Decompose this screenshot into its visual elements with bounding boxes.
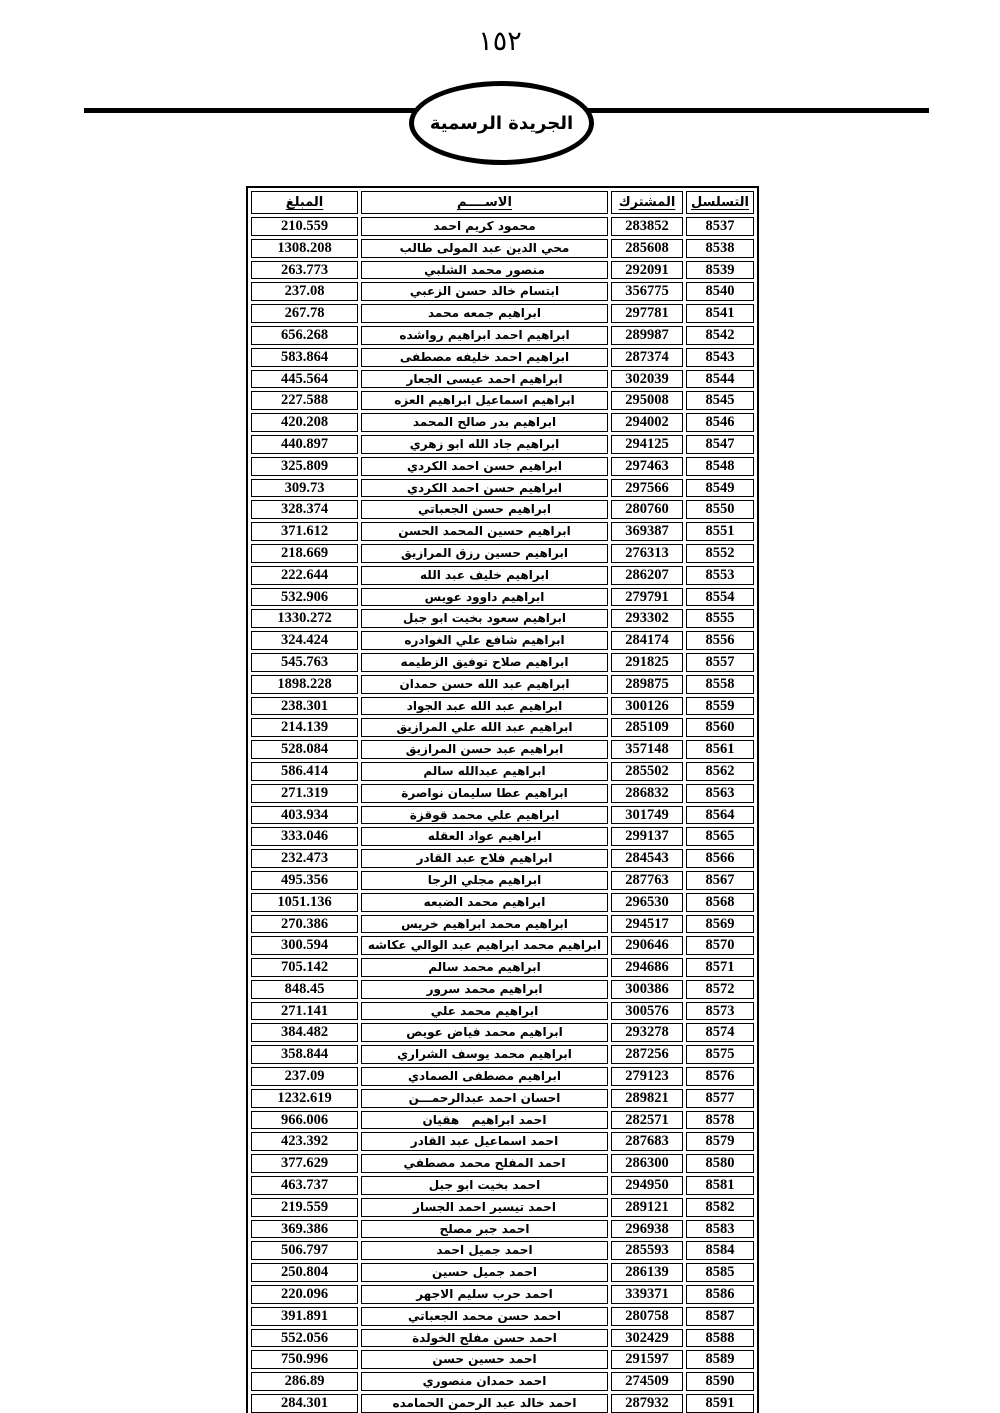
table-row (251, 1089, 754, 1108)
name-cell: احمد حرب سليم الاجهر (361, 1285, 608, 1304)
name-cell: احمد اسماعيل عبد القادر (361, 1132, 608, 1151)
serial-cell: 8540 (686, 282, 754, 301)
table-body (251, 217, 754, 1413)
name-cell: ابراهيم محمد فياض عويص (361, 1023, 608, 1042)
amount-cell: 705.142 (251, 958, 358, 977)
subscriber-cell: 289821 (611, 1089, 683, 1108)
gazette-title-oval (409, 81, 594, 165)
subscriber-cell: 301749 (611, 806, 683, 825)
amount-cell: 284.301 (251, 1394, 358, 1413)
subscriber-cell: 294002 (611, 413, 683, 432)
subscriber-cell: 287763 (611, 871, 683, 890)
serial-cell: 8553 (686, 566, 754, 585)
table-row (251, 740, 754, 759)
name-cell: ابراهيم داوود عويس (361, 588, 608, 607)
subscriber-cell: 297781 (611, 304, 683, 323)
amount-cell: 220.096 (251, 1285, 358, 1304)
serial-cell: 8556 (686, 631, 754, 650)
amount-cell: 238.301 (251, 697, 358, 716)
name-cell: ابراهيم مجلي الرجا (361, 871, 608, 890)
table-row (251, 261, 754, 280)
table-row (251, 1263, 754, 1282)
table-row (251, 936, 754, 955)
subscriber-cell: 300576 (611, 1002, 683, 1021)
amount-cell: 309.73 (251, 479, 358, 498)
subscriber-cell: 284543 (611, 849, 683, 868)
name-cell: ابراهيم علي محمد قوقزة (361, 806, 608, 825)
serial-cell: 8542 (686, 326, 754, 345)
serial-cell: 8550 (686, 500, 754, 519)
subscriber-cell: 282571 (611, 1111, 683, 1130)
serial-cell: 8559 (686, 697, 754, 716)
name-cell: احمد حسن محمد الجعباتي (361, 1307, 608, 1326)
amount-cell: 324.424 (251, 631, 358, 650)
table-row (251, 391, 754, 410)
amount-cell: 656.268 (251, 326, 358, 345)
name-cell: احمد حمدان منصوري (361, 1372, 608, 1391)
name-cell: ابراهيم محمد علي (361, 1002, 608, 1021)
name-cell: احمد جميل حسين (361, 1263, 608, 1282)
serial-cell: 8554 (686, 588, 754, 607)
subscriber-cell: 287932 (611, 1394, 683, 1413)
name-cell: ابراهيم جاد الله ابو زهري (361, 435, 608, 454)
name-cell: ابراهيم عبد حسن المرازيق (361, 740, 608, 759)
serial-cell: 8537 (686, 217, 754, 236)
table-row (251, 980, 754, 999)
name-cell: ابراهيم عبدالله سالم (361, 762, 608, 781)
amount-cell: 552.056 (251, 1329, 358, 1348)
name-cell: ابراهيم محمد يوسف الشراري (361, 1045, 608, 1064)
amount-cell: 440.897 (251, 435, 358, 454)
serial-cell: 8579 (686, 1132, 754, 1151)
name-cell: احمد جميل احمد (361, 1241, 608, 1260)
amount-cell: 271.141 (251, 1002, 358, 1021)
serial-cell: 8578 (686, 1111, 754, 1130)
amount-cell: 445.564 (251, 370, 358, 389)
serial-cell: 8580 (686, 1154, 754, 1173)
name-cell: احمد جبر مصلح (361, 1220, 608, 1239)
name-cell: ابراهيم عبد الله علي المرازيق (361, 718, 608, 737)
subscriber-cell: 280758 (611, 1307, 683, 1326)
subscriber-cell: 296530 (611, 893, 683, 912)
table-row (251, 500, 754, 519)
table-row (251, 871, 754, 890)
amount-cell: 227.588 (251, 391, 358, 410)
serial-cell: 8560 (686, 718, 754, 737)
subscriber-cell: 302039 (611, 370, 683, 389)
amount-cell: 1308.208 (251, 239, 358, 258)
amount-cell: 848.45 (251, 980, 358, 999)
subscriber-cell: 287374 (611, 348, 683, 367)
subscriber-cell: 285593 (611, 1241, 683, 1260)
serial-cell: 8589 (686, 1350, 754, 1369)
table-row (251, 784, 754, 803)
table-row (251, 849, 754, 868)
amount-cell: 237.09 (251, 1067, 358, 1086)
table-row (251, 588, 754, 607)
amount-cell: 463.737 (251, 1176, 358, 1195)
table-row (251, 631, 754, 650)
serial-cell: 8588 (686, 1329, 754, 1348)
serial-cell: 8538 (686, 239, 754, 258)
subscriber-cell: 293302 (611, 609, 683, 628)
table-row (251, 1241, 754, 1260)
subscriber-cell: 294686 (611, 958, 683, 977)
table-row (251, 457, 754, 476)
amount-cell: 222.644 (251, 566, 358, 585)
name-cell: ابراهيم حسن الجعباتي (361, 500, 608, 519)
name-cell: ابراهيم احمد خليفه مصطفى (361, 348, 608, 367)
gazette-title: الجريدة الرسمية (429, 112, 574, 134)
serial-cell: 8552 (686, 544, 754, 563)
amount-cell: 384.482 (251, 1023, 358, 1042)
subscriber-cell: 291597 (611, 1350, 683, 1369)
serial-cell: 8547 (686, 435, 754, 454)
subscriber-cell: 286207 (611, 566, 683, 585)
table-row (251, 1372, 754, 1391)
amount-cell: 300.594 (251, 936, 358, 955)
amount-cell: 267.78 (251, 304, 358, 323)
name-cell: ابراهيم جمعه محمد (361, 304, 608, 323)
amount-cell: 219.559 (251, 1198, 358, 1217)
subscriber-cell: 289875 (611, 675, 683, 694)
name-cell: ابراهيم خليف عبد الله (361, 566, 608, 585)
amount-cell: 237.08 (251, 282, 358, 301)
subscriber-cell: 294950 (611, 1176, 683, 1195)
name-cell: ابراهيم احمد عيسى الجعار (361, 370, 608, 389)
name-cell: ابراهيم محمد ابراهيم عبد الوالي عكاشه (361, 936, 608, 955)
serial-cell: 8548 (686, 457, 754, 476)
amount-cell: 325.809 (251, 457, 358, 476)
subscriber-cell: 302429 (611, 1329, 683, 1348)
table-row (251, 217, 754, 236)
name-cell: احمد خالد عبد الرحمن الحمامده (361, 1394, 608, 1413)
serial-cell: 8546 (686, 413, 754, 432)
amount-cell: 270.386 (251, 915, 358, 934)
serial-cell: 8562 (686, 762, 754, 781)
subscriber-cell: 283852 (611, 217, 683, 236)
name-cell: ابراهيم شافع علي الغوادره (361, 631, 608, 650)
subscriber-cell: 279123 (611, 1067, 683, 1086)
serial-cell: 8590 (686, 1372, 754, 1391)
serial-cell: 8555 (686, 609, 754, 628)
table-row (251, 762, 754, 781)
serial-cell: 8539 (686, 261, 754, 280)
amount-cell: 218.669 (251, 544, 358, 563)
page-number: ١٥٢ (478, 26, 522, 57)
col-header-serial: التسلسل (686, 191, 754, 214)
subscriber-cell: 280760 (611, 500, 683, 519)
table-row (251, 1285, 754, 1304)
amount-cell: 286.89 (251, 1372, 358, 1391)
serial-cell: 8591 (686, 1394, 754, 1413)
amount-cell: 263.773 (251, 261, 358, 280)
amount-cell: 250.804 (251, 1263, 358, 1282)
amount-cell: 423.392 (251, 1132, 358, 1151)
amount-cell: 328.374 (251, 500, 358, 519)
amount-cell: 1051.136 (251, 893, 358, 912)
name-cell: ابراهيم فلاح عبد القادر (361, 849, 608, 868)
name-cell: ابتسام خالد حسن الزعبي (361, 282, 608, 301)
amount-cell: 528.084 (251, 740, 358, 759)
subscriber-cell: 299137 (611, 827, 683, 846)
subscriber-cell: 294125 (611, 435, 683, 454)
table-row (251, 653, 754, 672)
serial-cell: 8558 (686, 675, 754, 694)
name-cell: احمد ابراهيم هقيان (361, 1111, 608, 1130)
table-row (251, 1350, 754, 1369)
table-row (251, 282, 754, 301)
subscriber-cell: 287683 (611, 1132, 683, 1151)
subscriber-cell: 296938 (611, 1220, 683, 1239)
amount-cell: 403.934 (251, 806, 358, 825)
col-header-subscriber: المشترك (611, 191, 683, 214)
table-row (251, 239, 754, 258)
table-row (251, 370, 754, 389)
name-cell: ابراهيم محمد الضبعه (361, 893, 608, 912)
amount-cell: 214.139 (251, 718, 358, 737)
table-row (251, 1394, 754, 1413)
amount-cell: 586.414 (251, 762, 358, 781)
name-cell: منصور محمد الشلبي (361, 261, 608, 280)
serial-cell: 8545 (686, 391, 754, 410)
table-row (251, 1307, 754, 1326)
table-row (251, 1067, 754, 1086)
name-cell: احمد المفلح محمد مصطفي (361, 1154, 608, 1173)
table-row (251, 1198, 754, 1217)
serial-cell: 8574 (686, 1023, 754, 1042)
subscriber-cell: 357148 (611, 740, 683, 759)
name-cell: ابراهيم محمد ابراهيم خريس (361, 915, 608, 934)
serial-cell: 8544 (686, 370, 754, 389)
name-cell: احمد حسن مفلح الخولدة (361, 1329, 608, 1348)
subscriber-cell: 292091 (611, 261, 683, 280)
name-cell: ابراهيم حسن احمد الكردي (361, 457, 608, 476)
serial-cell: 8573 (686, 1002, 754, 1021)
serial-cell: 8561 (686, 740, 754, 759)
table-row (251, 1023, 754, 1042)
amount-cell: 1330.272 (251, 609, 358, 628)
name-cell: ابراهيم سعود بخيت ابو جبل (361, 609, 608, 628)
amount-cell: 232.473 (251, 849, 358, 868)
amount-cell: 369.386 (251, 1220, 358, 1239)
amount-cell: 583.864 (251, 348, 358, 367)
table-row (251, 1220, 754, 1239)
serial-cell: 8581 (686, 1176, 754, 1195)
name-cell: ابراهيم صلاح توفيق الزطيمه (361, 653, 608, 672)
amount-cell: 377.629 (251, 1154, 358, 1173)
col-header-amount: المبلغ (251, 191, 358, 214)
serial-cell: 8576 (686, 1067, 754, 1086)
subscriber-cell: 290646 (611, 936, 683, 955)
amount-cell: 750.996 (251, 1350, 358, 1369)
table-row (251, 522, 754, 541)
name-cell: ابراهيم اسماعيل ابراهيم العزه (361, 391, 608, 410)
serial-cell: 8568 (686, 893, 754, 912)
table-row (251, 1176, 754, 1195)
name-cell: احمد تيسير احمد الجسار (361, 1198, 608, 1217)
subscriber-cell: 285502 (611, 762, 683, 781)
subscriber-cell: 339371 (611, 1285, 683, 1304)
table-row (251, 1329, 754, 1348)
table-row (251, 566, 754, 585)
name-cell: احمد حسين حسن (361, 1350, 608, 1369)
subscriber-cell: 285109 (611, 718, 683, 737)
serial-cell: 8583 (686, 1220, 754, 1239)
table-row (251, 326, 754, 345)
table-row (251, 718, 754, 737)
subscriber-cell: 289987 (611, 326, 683, 345)
name-cell: ابراهيم مصطفى الصمادي (361, 1067, 608, 1086)
name-cell: ابراهيم احمد ابراهيم رواشده (361, 326, 608, 345)
amount-cell: 371.612 (251, 522, 358, 541)
table-row (251, 827, 754, 846)
table-row (251, 1154, 754, 1173)
subscriber-cell: 295008 (611, 391, 683, 410)
subscriber-cell: 284174 (611, 631, 683, 650)
table-header-row (251, 191, 754, 214)
table-row (251, 609, 754, 628)
subscriber-cell: 276313 (611, 544, 683, 563)
table-row (251, 958, 754, 977)
subscriber-cell: 297463 (611, 457, 683, 476)
serial-cell: 8587 (686, 1307, 754, 1326)
subscriber-cell: 279791 (611, 588, 683, 607)
table-row (251, 675, 754, 694)
serial-cell: 8557 (686, 653, 754, 672)
serial-cell: 8564 (686, 806, 754, 825)
table-row (251, 915, 754, 934)
serial-cell: 8566 (686, 849, 754, 868)
amount-cell: 545.763 (251, 653, 358, 672)
col-header-name: الاســــم (361, 191, 608, 214)
table-row (251, 893, 754, 912)
name-cell: محمود كريم احمد (361, 217, 608, 236)
table-row (251, 1002, 754, 1021)
name-cell: ابراهيم بدر صالح المحمد (361, 413, 608, 432)
table-row (251, 697, 754, 716)
serial-cell: 8570 (686, 936, 754, 955)
subscriber-cell: 297566 (611, 479, 683, 498)
name-cell: ابراهيم عواد العقله (361, 827, 608, 846)
subscriber-cell: 300386 (611, 980, 683, 999)
name-cell: ابراهيم عبد الله حسن حمدان (361, 675, 608, 694)
name-cell: احمد بخيت ابو جبل (361, 1176, 608, 1195)
table-row (251, 304, 754, 323)
subscribers-table (248, 188, 757, 1413)
subscriber-cell: 286832 (611, 784, 683, 803)
table-row (251, 1132, 754, 1151)
name-cell: ابراهيم حسين رزق المرازيق (361, 544, 608, 563)
serial-cell: 8572 (686, 980, 754, 999)
table-row (251, 1045, 754, 1064)
table-row (251, 479, 754, 498)
name-cell: ابراهيم عطا سليمان نواصرة (361, 784, 608, 803)
subscriber-cell: 286139 (611, 1263, 683, 1282)
amount-cell: 1898.228 (251, 675, 358, 694)
name-cell: محي الدين عبد المولى طالب (361, 239, 608, 258)
amount-cell: 966.006 (251, 1111, 358, 1130)
name-cell: ابراهيم حسين المحمد الحسن (361, 522, 608, 541)
serial-cell: 8563 (686, 784, 754, 803)
subscriber-cell: 286300 (611, 1154, 683, 1173)
amount-cell: 532.906 (251, 588, 358, 607)
subscriber-cell: 293278 (611, 1023, 683, 1042)
subscriber-cell: 291825 (611, 653, 683, 672)
subscriber-cell: 294517 (611, 915, 683, 934)
amount-cell: 271.319 (251, 784, 358, 803)
name-cell: ابراهيم محمد سالم (361, 958, 608, 977)
amount-cell: 333.046 (251, 827, 358, 846)
subscriber-cell: 285608 (611, 239, 683, 258)
serial-cell: 8569 (686, 915, 754, 934)
amount-cell: 420.208 (251, 413, 358, 432)
serial-cell: 8567 (686, 871, 754, 890)
serial-cell: 8582 (686, 1198, 754, 1217)
amount-cell: 210.559 (251, 217, 358, 236)
subscriber-cell: 300126 (611, 697, 683, 716)
amount-cell: 391.891 (251, 1307, 358, 1326)
name-cell: احسان احمد عبدالرحمـــن (361, 1089, 608, 1108)
amount-cell: 358.844 (251, 1045, 358, 1064)
table-row (251, 348, 754, 367)
subscriber-cell: 369387 (611, 522, 683, 541)
serial-cell: 8575 (686, 1045, 754, 1064)
amount-cell: 1232.619 (251, 1089, 358, 1108)
serial-cell: 8577 (686, 1089, 754, 1108)
serial-cell: 8585 (686, 1263, 754, 1282)
amount-cell: 495.356 (251, 871, 358, 890)
table-row (251, 435, 754, 454)
subscribers-table-wrap (246, 186, 759, 1413)
serial-cell: 8586 (686, 1285, 754, 1304)
table-row (251, 413, 754, 432)
amount-cell: 506.797 (251, 1241, 358, 1260)
serial-cell: 8543 (686, 348, 754, 367)
serial-cell: 8565 (686, 827, 754, 846)
subscriber-cell: 274509 (611, 1372, 683, 1391)
name-cell: ابراهيم محمد سرور (361, 980, 608, 999)
subscriber-cell: 289121 (611, 1198, 683, 1217)
serial-cell: 8551 (686, 522, 754, 541)
table-row (251, 544, 754, 563)
subscriber-cell: 356775 (611, 282, 683, 301)
name-cell: ابراهيم عبد الله عبد الجواد (361, 697, 608, 716)
subscriber-cell: 287256 (611, 1045, 683, 1064)
table-row (251, 1111, 754, 1130)
serial-cell: 8584 (686, 1241, 754, 1260)
serial-cell: 8549 (686, 479, 754, 498)
table-row (251, 806, 754, 825)
serial-cell: 8541 (686, 304, 754, 323)
serial-cell: 8571 (686, 958, 754, 977)
name-cell: ابراهيم حسن احمد الكردي (361, 479, 608, 498)
